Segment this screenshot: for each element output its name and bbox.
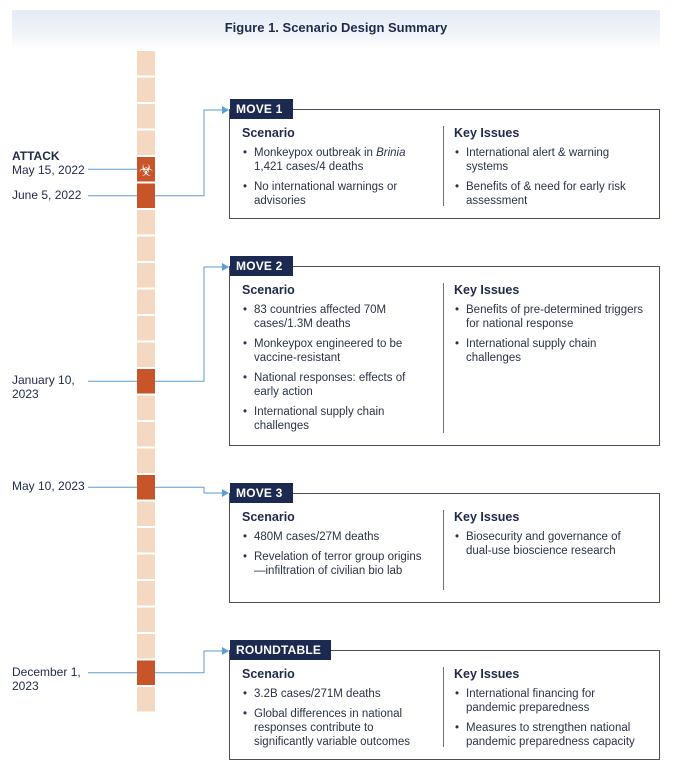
list-item: • International supply chain challenges <box>242 405 414 433</box>
issues-list <box>454 687 654 749</box>
timeline-segment <box>137 237 155 262</box>
card-connector-line <box>155 651 222 673</box>
list-item: • National responses: effects of early action <box>242 371 426 399</box>
issues-column <box>454 283 649 371</box>
scenario-list <box>242 146 432 208</box>
issues-column <box>454 126 649 214</box>
move-card-1 <box>229 102 660 219</box>
issues-column <box>454 667 654 755</box>
card-connector-line <box>155 267 222 381</box>
timeline-segment <box>137 396 155 421</box>
list-item: • Monkeypox engineered to be vaccine-resistant <box>242 337 426 365</box>
column-divider <box>443 667 444 747</box>
column-divider <box>443 283 444 433</box>
scenario-column <box>242 283 432 439</box>
move-tab: MOVE 1 <box>230 99 293 119</box>
column-divider <box>443 126 444 206</box>
issues-heading: Key Issues <box>454 126 520 140</box>
connector-lines <box>88 106 229 673</box>
timeline-segment <box>137 528 155 553</box>
move-tab: MOVE 3 <box>230 483 293 503</box>
issues-column <box>454 510 649 564</box>
timeline-segment <box>137 290 155 315</box>
timeline-segment <box>137 51 155 76</box>
issues-heading: Key Issues <box>454 667 520 681</box>
issues-list <box>454 303 649 365</box>
timeline-segment <box>137 581 155 606</box>
scenario-column <box>242 667 432 755</box>
list-item: • Revelation of terror group origins—infiltration of civilian bio lab <box>242 550 426 578</box>
timeline-segment <box>137 634 155 659</box>
timeline-segment <box>137 316 155 341</box>
figure-title: Figure 1. Scenario Design Summary <box>224 20 448 35</box>
column-divider <box>443 510 444 590</box>
roundtable-tab: ROUNDTABLE <box>230 640 331 660</box>
timeline-segment <box>137 502 155 527</box>
scenario-list <box>242 303 432 433</box>
list-item: • Benefits of & need for early risk assessment <box>454 180 649 208</box>
scenario-column <box>242 510 432 584</box>
list-item: • International financing for pandemic preparedness <box>454 687 626 715</box>
biohazard-icon: ☣ <box>138 160 154 180</box>
attack-label: ATTACK <box>12 149 60 163</box>
list-item: • International supply chain challenges <box>454 337 636 365</box>
scenario-heading: Scenario <box>242 667 295 681</box>
date-text: January 10, 2023 <box>12 373 75 401</box>
list-item: • 480M cases/27M deaths <box>242 530 432 544</box>
scenario-heading: Scenario <box>242 510 295 524</box>
timeline-segment <box>137 263 155 288</box>
date-text: May 15, 2022 <box>12 163 85 177</box>
date-label-attack <box>12 149 107 177</box>
timeline-segment <box>137 687 155 712</box>
arrowhead-icon <box>222 263 229 271</box>
date-label-move2 <box>12 373 90 401</box>
list-item: • International alert & warning systems <box>454 146 649 174</box>
card-connector-line <box>155 487 222 493</box>
move-card-2 <box>229 259 660 446</box>
timeline-segment <box>137 343 155 368</box>
arrowhead-icon <box>222 489 229 497</box>
list-item: • Global differences in national responses contribute to significantly variable outcomes <box>242 707 434 749</box>
timeline-marker-move1 <box>137 184 155 209</box>
list-item: • Biosecurity and governance of dual-use bioscience research <box>454 530 649 558</box>
scenario-list <box>242 530 432 578</box>
issues-list <box>454 146 649 208</box>
move-tab: MOVE 2 <box>230 256 293 276</box>
scenario-column <box>242 126 432 214</box>
issues-heading: Key Issues <box>454 283 520 297</box>
arrowhead-icon <box>222 106 229 114</box>
timeline-segment <box>137 608 155 633</box>
scenario-list <box>242 687 432 749</box>
scenario-heading: Scenario <box>242 126 295 140</box>
timeline-bar <box>137 51 155 712</box>
issues-list <box>454 530 649 558</box>
timeline-marker-move3 <box>137 475 155 500</box>
icon-layer <box>139 160 153 179</box>
timeline-segment <box>137 131 155 156</box>
timeline-segment <box>137 555 155 580</box>
timeline-segment <box>137 422 155 447</box>
list-item: • Measures to strengthen national pandemic preparedness capacity <box>454 721 654 749</box>
date-text: December 1, 2023 <box>12 665 81 693</box>
list-item: • 83 countries affected 70M cases/1.3M deaths <box>242 303 404 331</box>
move-card-3 <box>229 486 660 603</box>
list-item: • Benefits of pre-determined triggers for national response <box>454 303 649 331</box>
issues-heading: Key Issues <box>454 510 520 524</box>
date-text: May 10, 2023 <box>12 479 85 493</box>
list-item: • Monkeypox outbreak in Brinia 1,421 cases/4 deaths <box>242 146 426 174</box>
date-label-move3 <box>12 479 107 493</box>
timeline-segment <box>137 104 155 129</box>
date-label-roundtable <box>12 665 90 693</box>
timeline-segment <box>137 78 155 103</box>
timeline-marker-roundtable <box>137 661 155 686</box>
date-label-move1 <box>12 188 107 202</box>
scenario-heading: Scenario <box>242 283 295 297</box>
card-connector-line <box>155 110 222 196</box>
timeline-segment <box>137 449 155 474</box>
list-item: • 3.2B cases/271M deaths <box>242 687 432 701</box>
date-text: June 5, 2022 <box>12 188 82 202</box>
timeline-segment <box>137 210 155 235</box>
arrowhead-icon <box>222 647 229 655</box>
list-item: • No international warnings or advisories <box>242 180 426 208</box>
timeline-marker-move2 <box>137 369 155 394</box>
roundtable-card <box>229 643 660 760</box>
